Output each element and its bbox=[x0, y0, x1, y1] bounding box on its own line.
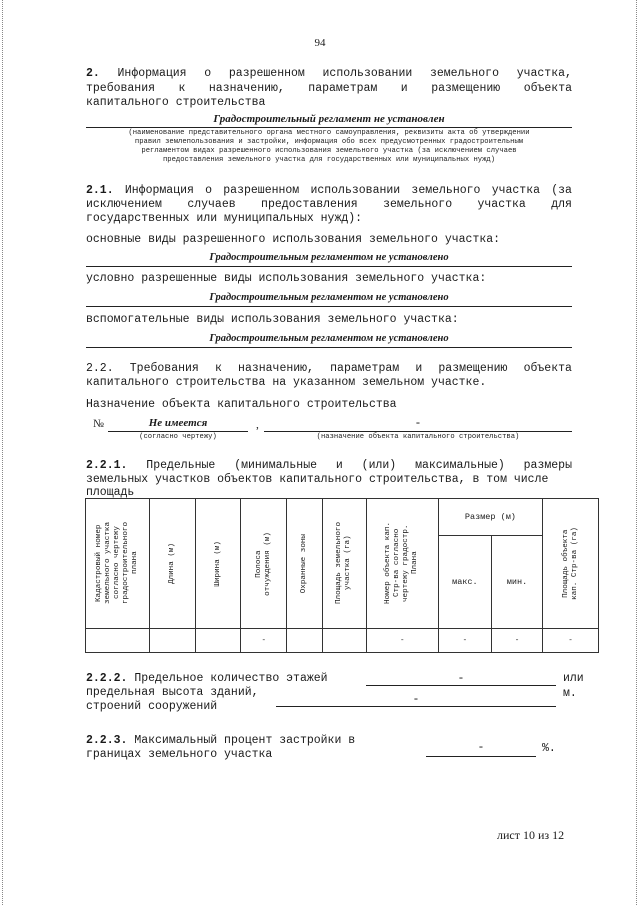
cell-protected-zones bbox=[287, 629, 322, 653]
conditional-uses-underline bbox=[86, 306, 572, 307]
object-number-underline bbox=[108, 431, 248, 432]
sheet-footer: лист 10 из 12 bbox=[497, 828, 565, 842]
conditional-uses-label: условно разрешенные виды использования земельного участка: bbox=[86, 272, 487, 285]
main-uses-label: основные виды разрешенного использования земельного участка: bbox=[86, 233, 501, 246]
section222-line1: 2.2.2. Предельное количество этажей bbox=[86, 672, 328, 685]
floors-value: - bbox=[457, 672, 465, 685]
section21-line1: 2.1. Информация о разрешенном использовании земельного участка (за bbox=[86, 184, 572, 197]
th-exclusion-strip: Полоса отчуждения (м) bbox=[241, 499, 287, 629]
auxiliary-uses-underline bbox=[86, 347, 572, 348]
comma: , bbox=[256, 419, 259, 431]
object-purpose-value: - bbox=[414, 417, 422, 430]
section221-line2: земельных участков объектов капитального строительства, в том числе bbox=[86, 473, 549, 486]
purpose-label: Назначение объекта капитального строительства bbox=[86, 398, 397, 411]
section21-line3: государственных или муниципальных нужд): bbox=[86, 212, 363, 225]
caption-line2: правил землепользования и застройки, информация обо всех предусмотренных градостроительным bbox=[134, 138, 524, 146]
cell-width bbox=[196, 629, 241, 653]
cell-min: - bbox=[491, 629, 542, 653]
th-length: Длина (м) bbox=[150, 499, 196, 629]
section2-heading-line3: капитального строительства bbox=[86, 96, 266, 109]
page-number: 94 bbox=[314, 37, 326, 49]
floors-underline bbox=[366, 685, 556, 686]
section2-heading-line2: требования к назначению, параметрам и размещению объекта bbox=[86, 82, 572, 95]
height-underline bbox=[276, 706, 556, 707]
section222-line2: предельная высота зданий, bbox=[86, 686, 259, 699]
th-object-number: Номер объекта кап. Стр-ва согласно чертежу градостр. Плана bbox=[366, 499, 438, 629]
th-object-area: Площадь объекта кап. Стр-ва (га) bbox=[543, 499, 599, 629]
object-purpose-underline bbox=[264, 431, 572, 432]
section223-line2: границах земельного участка bbox=[86, 748, 273, 761]
cell-cadastral bbox=[86, 629, 150, 653]
caption-line3: регламентом видах разрешенного использования земельного участка (за исключением случаев bbox=[141, 147, 517, 155]
caption-line1: (наименование представительного органа местного самоуправления, реквизиты акта об утверждении bbox=[128, 129, 530, 137]
cell-length bbox=[150, 629, 196, 653]
coverage-underline bbox=[426, 756, 536, 757]
object-purpose-caption: (назначение объекта капитального строительства) bbox=[316, 433, 520, 441]
section22-line1: 2.2. Требования к назначению, параметрам и размещению объекта bbox=[86, 362, 572, 375]
number-sign: № bbox=[93, 418, 104, 430]
section2-heading-line1: 2. Информация о разрешенном использовании земельного участка, bbox=[86, 67, 572, 80]
section221-line1: 2.2.1. Предельные (минимальные и (или) максимальные) размеры bbox=[86, 459, 572, 472]
height-unit: м. bbox=[563, 687, 577, 700]
main-uses-underline bbox=[86, 266, 572, 267]
cell-max: - bbox=[438, 629, 491, 653]
th-max: макс. bbox=[438, 536, 491, 629]
land-parameters-table bbox=[85, 498, 599, 653]
th-protected-zones: Охранные зоны bbox=[287, 499, 322, 629]
scan-edge-left bbox=[2, 0, 5, 905]
section22-line2: капитального строительства на указанном земельном участке. bbox=[86, 376, 487, 389]
or-text: или bbox=[563, 672, 584, 685]
table-row bbox=[86, 629, 599, 653]
cell-exclusion-strip: - bbox=[241, 629, 287, 653]
scan-edge-right bbox=[634, 0, 637, 905]
cell-object-area: - bbox=[543, 629, 599, 653]
section222-line3: строений сооружений bbox=[86, 700, 218, 713]
main-uses-value: Градостроительным регламентом не установлено bbox=[209, 252, 449, 263]
object-number-caption: (согласно чертежу) bbox=[139, 433, 217, 441]
cell-area bbox=[322, 629, 366, 653]
height-value: - bbox=[412, 693, 420, 706]
cell-object-number: - bbox=[366, 629, 438, 653]
coverage-value: - bbox=[477, 741, 485, 754]
th-cadastral: Кадастровый номер земельного участка согласно чертежу градостроительного плана bbox=[86, 499, 150, 629]
section223-line1: 2.2.3. Максимальный процент застройки в bbox=[86, 734, 356, 747]
object-number-value: Не имеется bbox=[148, 417, 208, 429]
regulation-underline bbox=[86, 127, 572, 128]
th-size: Размер (м) bbox=[438, 499, 542, 536]
section221-line3: площадь bbox=[86, 486, 135, 499]
coverage-unit: %. bbox=[542, 742, 556, 755]
th-width: Ширина (м) bbox=[196, 499, 241, 629]
auxiliary-uses-value: Градостроительным регламентом не установлено bbox=[209, 333, 449, 344]
auxiliary-uses-label: вспомогательные виды использования земельного участка: bbox=[86, 313, 459, 326]
section21-line2: исключением случаев предоставления земельного участка для bbox=[86, 198, 572, 211]
caption-line4: предоставления земельного участка для государственных или муниципальных нужд) bbox=[162, 156, 496, 164]
regulation-status: Градостроительный регламент не установлен bbox=[213, 113, 445, 125]
conditional-uses-value: Градостроительным регламентом не установлено bbox=[209, 292, 449, 303]
th-min: мин. bbox=[491, 536, 542, 629]
th-area: Площадь земельного участка (га) bbox=[322, 499, 366, 629]
